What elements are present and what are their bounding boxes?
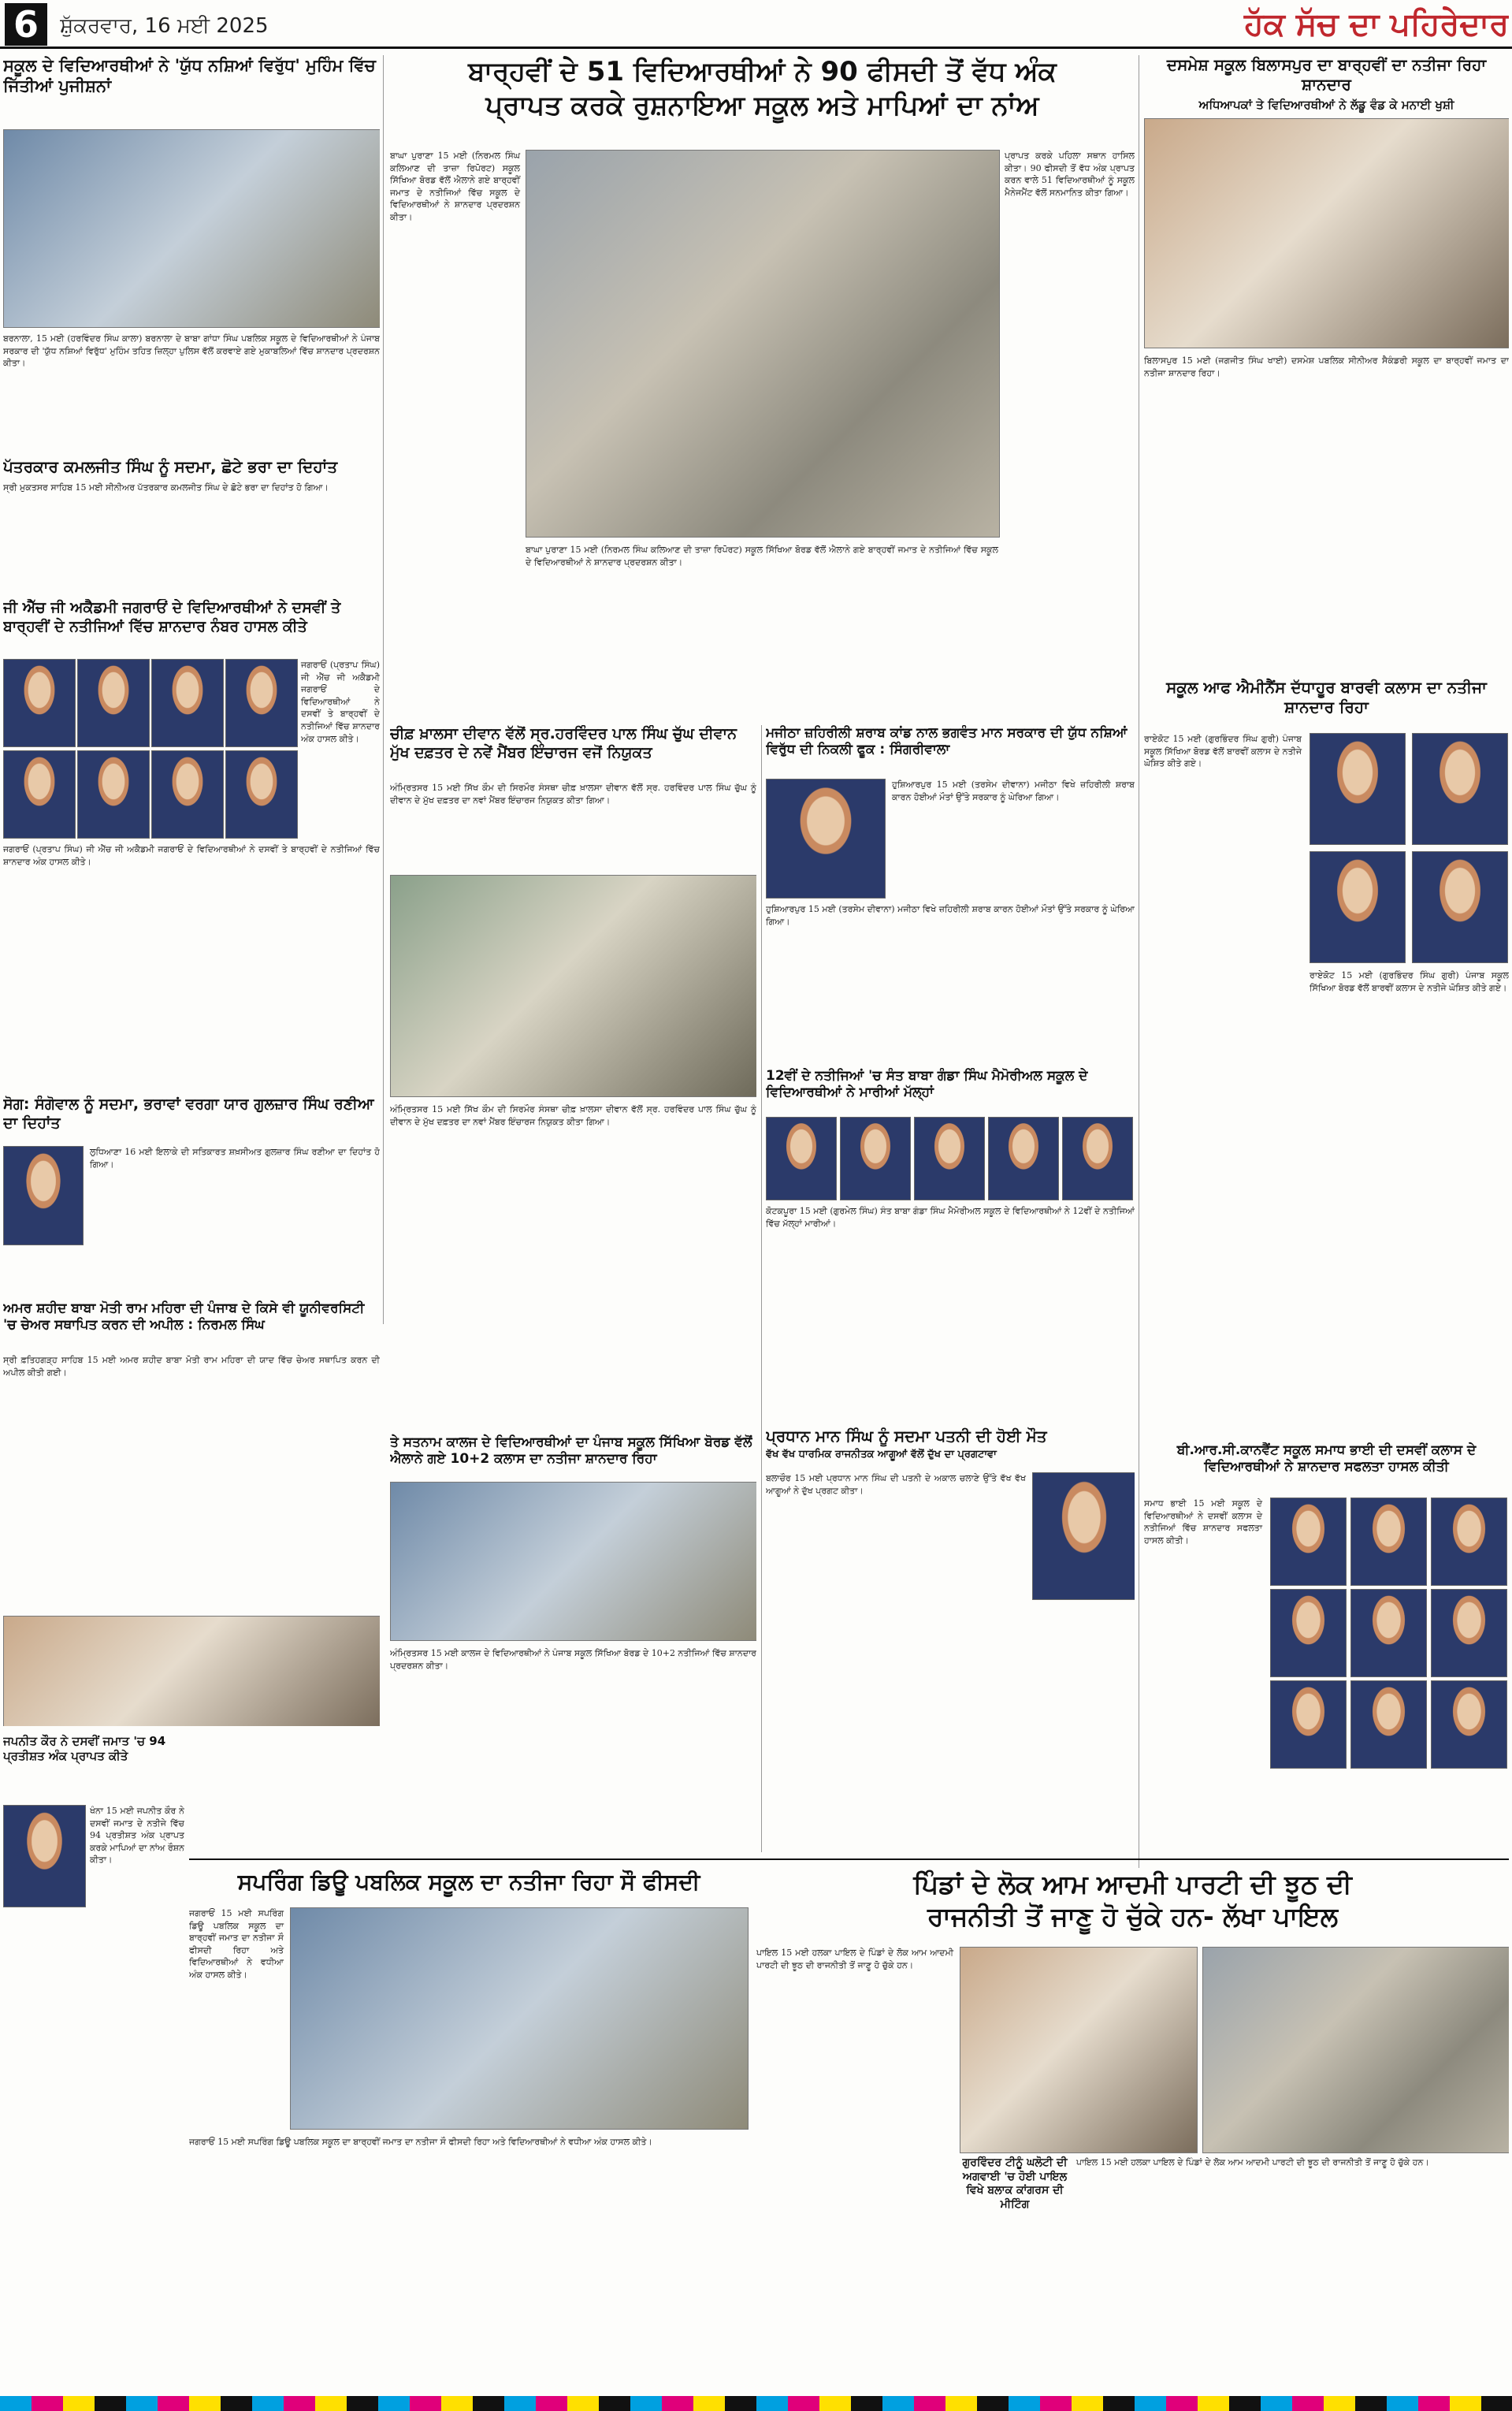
body-text: ਜਗਰਾਓਂ 15 ਮਈ ਸਪਰਿੰਗ ਡਿਊ ਪਬਲਿਕ ਸਕੂਲ ਦਾ ਬਾਰ੍ਹਵੀਂ ਜਮਾਤ ਦਾ ਨਤੀਜਾ ਸੌ ਫੀਸਦੀ ਰਿਹਾ ਅਤੇ ਵਿਦਿਆਰਥੀਆਂ ਨੇ ਵਧੀਆ ਅੰਕ ਹਾਸਲ ਕੀਤੇ। xyxy=(189,1908,284,1981)
article-dasmesh xyxy=(1144,55,1509,670)
student-photo xyxy=(151,659,224,747)
article-eminence xyxy=(1144,678,1509,1434)
headline: ਅਮਰ ਸ਼ਹੀਦ ਬਾਬਾ ਮੋਤੀ ਰਾਮ ਮਹਿਰਾ ਦੀ ਪੰਜਾਬ ਦੇ ਕਿਸੇ ਵੀ ਯੂਨੀਵਰਸਿਟੀ 'ਚ ਚੇਅਰ ਸਥਾਪਿਤ ਕਰਨ ਦੀ ਅਪੀਲ : ਨਿਰਮਲ ਸਿੰਘ xyxy=(3,1300,365,1334)
dateline: ਸ਼ੁੱਕਰਵਾਰ, 16 ਮਈ 2025 xyxy=(60,14,269,38)
body-text: ਖੰਨਾ 15 ਮਈ ਜਪਨੀਤ ਕੌਰ ਨੇ ਦਸਵੀਂ ਜਮਾਤ ਦੇ ਨਤੀਜੇ ਵਿੱਚ 94 ਪ੍ਰਤੀਸ਼ਤ ਅੰਕ ਪ੍ਰਾਪਤ ਕਰਕੇ ਮਾਪਿਆਂ ਦਾ ਨਾਂਅ ਰੌਸ਼ਨ ਕੀਤਾ। xyxy=(90,1806,184,1866)
body-text-side: ਜਗਰਾਓਂ (ਪ੍ਰਤਾਪ ਸਿੰਘ) ਜੀ ਐੱਚ ਜੀ ਅਕੈਡਮੀ ਜਗਰਾਓਂ ਦੇ ਵਿਦਿਆਰਥੀਆਂ ਨੇ ਦਸਵੀਂ ਤੇ ਬਾਰ੍ਹਵੀਂ ਦੇ ਨਤੀਜਿਆਂ ਵਿੱਚ ਸ਼ਾਨਦਾਰ ਅੰਕ ਹਾਸਲ ਕੀਤੇ। xyxy=(301,660,380,744)
student-photo xyxy=(1270,1589,1347,1677)
body-text: ਬਿਲਾਸਪੁਰ 15 ਮਈ (ਜਗਜੀਤ ਸਿੰਘ ਖਾਈ) ਦਸਮੇਸ਼ ਪਬਲਿਕ ਸੀਨੀਅਰ ਸੈਕੰਡਰੀ ਸਕੂਲ ਦਾ ਬਾਰ੍ਹਵੀਂ ਜਮਾਤ ਦਾ ਨਤੀਜਾ ਸ਼ਾਨਦਾਰ ਰਿਹਾ। xyxy=(1144,355,1509,378)
student-photo xyxy=(1412,851,1508,963)
portrait-photo xyxy=(766,779,886,899)
photo-college-students xyxy=(390,1482,756,1641)
headline: 12ਵੀਂ ਦੇ ਨਤੀਜਿਆਂ 'ਚ ਸੰਤ ਬਾਬਾ ਗੰਡਾ ਸਿੰਘ ਮੈਮੋਰੀਅਲ ਸਕੂਲ ਦੇ ਵਿਦਿਆਰਥੀਆਂ ਨੇ ਮਾਰੀਆਂ ਮੱਲ੍ਹਾਂ xyxy=(766,1068,1088,1101)
headline-line1: ਬਾਰ੍ਹਵੀਂ ਦੇ 51 ਵਿਦਿਆਰਥੀਆਂ ਨੇ 90 ਫੀਸਦੀ ਤੋਂ ਵੱਧ ਅੰਕ xyxy=(468,56,1057,87)
photo-meeting xyxy=(960,1947,1198,2153)
body-text: ਪਾਇਲ 15 ਮਈ ਹਲਕਾ ਪਾਇਲ ਦੇ ਪਿੰਡਾਂ ਦੇ ਲੋਕ ਆਮ ਆਦਮੀ ਪਾਰਟੀ ਦੀ ਝੂਠ ਦੀ ਰਾਜਨੀਤੀ ਤੋਂ ਜਾਣੂ ਹੋ ਚੁੱਕੇ ਹਨ। xyxy=(756,1948,953,1970)
article-bmps xyxy=(1144,1442,1509,1868)
column-rule xyxy=(761,725,762,1852)
article-spring-dew xyxy=(189,1868,749,2388)
body-text-continued: ਜਗਰਾਓਂ 15 ਮਈ ਸਪਰਿੰਗ ਡਿਊ ਪਬਲਿਕ ਸਕੂਲ ਦਾ ਬਾਰ੍ਹਵੀਂ ਜਮਾਤ ਦਾ ਨਤੀਜਾ ਸੌ ਫੀਸਦੀ ਰਿਹਾ ਅਤੇ ਵਿਦਿਆਰਥੀਆਂ ਨੇ ਵਧੀਆ ਅੰਕ ਹਾਸਲ ਕੀਤੇ। xyxy=(189,2137,652,2147)
subhead: ਅਧਿਆਪਕਾਂ ਤੇ ਵਿਦਿਆਰਥੀਆਂ ਨੇ ਲੱਡੂ ਵੰਡ ਕੇ ਮਨਾਈ ਖੁਸ਼ੀ xyxy=(1198,98,1454,112)
headline: ਸੋਗ: ਸੰਗੋਵਾਲ ਨੂੰ ਸਦਮਾ, ਭਰਾਵਾਂ ਵਰਗਾ ਯਾਰ ਗੁਲਜ਼ਾਰ ਸਿੰਘ ਰਣੀਆ ਦਾ ਦਿਹਾਂਤ xyxy=(3,1096,374,1132)
photo-meeting-group xyxy=(1202,1947,1509,2153)
body-text: ਕੋਟਕਪੂਰਾ 15 ਮਈ (ਗੁਰਮੇਲ ਸਿੰਘ) ਸੰਤ ਬਾਬਾ ਗੰਡਾ ਸਿੰਘ ਮੈਮੋਰੀਅਲ ਸਕੂਲ ਦੇ ਵਿਦਿਆਰਥੀਆਂ ਨੇ 12ਵੀਂ ਦੇ ਨਤੀਜਿਆਂ ਵਿੱਚ ਮੱਲ੍ਹਾਂ ਮਾਰੀਆਂ। xyxy=(766,1206,1135,1229)
portrait-japneet xyxy=(3,1805,86,1907)
student-photo xyxy=(1310,851,1406,963)
body-text-continued: ਰਾਏਕੋਟ 15 ਮਈ (ਗੁਰਭਿੰਦਰ ਸਿੰਘ ਗੁਰੀ) ਪੰਜਾਬ ਸਕੂਲ ਸਿੱਖਿਆ ਬੋਰਡ ਵੱਲੋਂ ਬਾਰਵੀਂ ਕਲਾਸ ਦੇ ਨਤੀਜੇ ਘੋਸ਼ਿਤ ਕੀਤੇ ਗਏ। xyxy=(1310,970,1509,993)
headline-line2: ਰਾਜਨੀਤੀ ਤੋਂ ਜਾਣੂ ਹੋ ਚੁੱਕੇ ਹਨ- ਲੱਖਾ ਪਾਇਲ xyxy=(927,1901,1339,1933)
article-chief-khalsa xyxy=(390,725,756,1852)
student-photo xyxy=(3,659,76,747)
headline: ਬੀ.ਆਰ.ਸੀ.ਕਾਨਵੈਂਟ ਸਕੂਲ ਸਮਾਧ ਭਾਈ ਦੀ ਦਸਵੀਂ ਕਲਾਸ ਦੇ ਵਿਦਿਆਰਥੀਆਂ ਨੇ ਸ਼ਾਨਦਾਰ ਸਫਲਤਾ ਹਾਸਲ ਕੀਤੀ xyxy=(1176,1442,1477,1475)
student-photo xyxy=(225,750,298,839)
headline-line2: ਪ੍ਰਾਪਤ ਕਰਕੇ ਰੁਸ਼ਨਾਇਆ ਸਕੂਲ ਅਤੇ ਮਾਪਿਆਂ ਦਾ ਨਾਂਅ xyxy=(485,89,1039,121)
color-registration-bar xyxy=(0,2396,1512,2411)
student-photo xyxy=(1310,733,1406,845)
student-photo xyxy=(1062,1117,1133,1200)
headline: ਪ੍ਰਧਾਨ ਮਾਨ ਸਿੰਘ ਨੂੰ ਸਦਮਾ ਪਤਨੀ ਦੀ ਹੋਈ ਮੌਤ xyxy=(766,1427,1047,1445)
student-photo xyxy=(1350,1589,1427,1677)
body-text-bottom: ਬਾਘਾ ਪੁਰਾਣਾ 15 ਮਈ (ਨਿਰਮਲ ਸਿੰਘ ਕਲਿਆਣ ਦੀ ਤਾਜ਼ਾ ਰਿਪੋਰਟ) ਸਕੂਲ ਸਿੱਖਿਆ ਬੋਰਡ ਵੱਲੋਂ ਐਲਾਨੇ ਗਏ ਬਾਰ੍ਹਵੀਂ ਜਮਾਤ ਦੇ ਨਤੀਜਿਆਂ ਵਿੱਚ ਸਕੂਲ ਦੇ ਵਿਦਿਆਰਥੀਆਂ ਨੇ ਸ਼ਾਨਦਾਰ ਪ੍ਰਦਰਸ਼ਨ ਕੀਤਾ। xyxy=(526,545,998,567)
body-text: ਸ੍ਰੀ ਫ਼ਤਿਹਗੜ੍ਹ ਸਾਹਿਬ 15 ਮਈ ਅਮਰ ਸ਼ਹੀਦ ਬਾਬਾ ਮੋਤੀ ਰਾਮ ਮਹਿਰਾ ਦੀ ਯਾਦ ਵਿੱਚ ਚੇਅਰ ਸਥਾਪਿਤ ਕਰਨ ਦੀ ਅਪੀਲ ਕੀਤੀ ਗਈ। xyxy=(3,1355,380,1378)
student-photo xyxy=(1270,1498,1347,1586)
student-photo xyxy=(840,1117,911,1200)
headline: ਜਪਨੀਤ ਕੌਰ ਨੇ ਦਸਵੀਂ ਜਮਾਤ 'ਚ 94 ਪ੍ਰਤੀਸ਼ਤ ਅੰਕ ਪ੍ਰਾਪਤ ਕੀਤੇ xyxy=(3,1734,166,1763)
student-photo xyxy=(225,659,298,747)
divider xyxy=(189,1858,1509,1860)
headline: ਸਕੂਲ ਆਫ ਐਮੀਨੈਂਸ ਦੱਧਾਹੂਰ ਬਾਰਵੀ ਕਲਾਸ ਦਾ ਨਤੀਜਾ ਸ਼ਾਨਦਾਰ ਰਿਹਾ xyxy=(1166,678,1487,716)
body-text: ਰਾਏਕੋਟ 15 ਮਈ (ਗੁਰਭਿੰਦਰ ਸਿੰਘ ਗੁਰੀ) ਪੰਜਾਬ ਸਕੂਲ ਸਿੱਖਿਆ ਬੋਰਡ ਵੱਲੋਂ ਬਾਰਵੀਂ ਕਲਾਸ ਦੇ ਨਤੀਜੇ ਘੋਸ਼ਿਤ ਕੀਤੇ ਗਏ। xyxy=(1144,734,1302,769)
body-text-left: ਬਾਘਾ ਪੁਰਾਣਾ 15 ਮਈ (ਨਿਰਮਲ ਸਿੰਘ ਕਲਿਆਣ ਦੀ ਤਾਜ਼ਾ ਰਿਪੋਰਟ) ਸਕੂਲ ਸਿੱਖਿਆ ਬੋਰਡ ਵੱਲੋਂ ਐਲਾਨੇ ਗਏ ਬਾਰ੍ਹਵੀਂ ਜਮਾਤ ਦੇ ਨਤੀਜਿਆਂ ਵਿੱਚ ਸਕੂਲ ਦੇ ਵਿਦਿਆਰਥੀਆਂ ਨੇ ਸ਼ਾਨਦਾਰ ਪ੍ਰਦਰਸ਼ਨ ਕੀਤਾ। xyxy=(390,151,520,223)
student-photo xyxy=(988,1117,1059,1200)
headline: ਸਪਰਿੰਗ ਡਿਊ ਪਬਲਿਕ ਸਕੂਲ ਦਾ ਨਤੀਜਾ ਰਿਹਾ ਸੌ ਫੀਸਦੀ xyxy=(237,1869,700,1895)
body-text: ਬਲਾਚੌਰ 15 ਮਈ ਪ੍ਰਧਾਨ ਮਾਨ ਸਿੰਘ ਦੀ ਪਤਨੀ ਦੇ ਅਕਾਲ ਚਲਾਣੇ ਉੱਤੇ ਵੱਖ ਵੱਖ ਆਗੂਆਂ ਨੇ ਦੁੱਖ ਪ੍ਰਗਟ ਕੀਤਾ। xyxy=(766,1473,1026,1496)
student-photo xyxy=(1350,1498,1427,1586)
photo-celebration xyxy=(1144,118,1509,348)
body-text: ਜਗਰਾਓਂ (ਪ੍ਰਤਾਪ ਸਿੰਘ) ਜੀ ਐੱਚ ਜੀ ਅਕੈਡਮੀ ਜਗਰਾਓਂ ਦੇ ਵਿਦਿਆਰਥੀਆਂ ਨੇ ਦਸਵੀਂ ਤੇ ਬਾਰ੍ਹਵੀਂ ਦੇ ਨਤੀਜਿਆਂ ਵਿੱਚ ਸ਼ਾਨਦਾਰ ਅੰਕ ਹਾਸਲ ਕੀਤੇ। xyxy=(3,844,380,867)
body-text-satnam: ਅੰਮ੍ਰਿਤਸਰ 15 ਮਈ ਕਾਲਜ ਦੇ ਵਿਦਿਆਰਥੀਆਂ ਨੇ ਪੰਜਾਬ ਸਕੂਲ ਸਿੱਖਿਆ ਬੋਰਡ ਦੇ 10+2 ਨਤੀਜਿਆਂ ਵਿੱਚ ਸ਼ਾਨਦਾਰ ਪ੍ਰਦਰਸ਼ਨ ਕੀਤਾ। xyxy=(390,1648,756,1671)
page-number: 6 xyxy=(5,3,47,46)
article-kamaljit xyxy=(3,457,380,595)
body-text-continued: ਅੰਮ੍ਰਿਤਸਰ 15 ਮਈ ਸਿੱਖ ਕੌਮ ਦੀ ਸਿਰਮੌਰ ਸੰਸਥਾ ਚੀਫ਼ ਖ਼ਾਲਸਾ ਦੀਵਾਨ ਵੱਲੋਂ ਸ੍ਰ. ਹਰਵਿੰਦਰ ਪਾਲ ਸਿੰਘ ਚੁੱਘ ਨੂੰ ਦੀਵਾਨ ਦੇ ਮੁੱਖ ਦਫ਼ਤਰ ਦਾ ਨਵਾਂ ਮੈਂਬਰ ਇੰਚਾਰਜ ਨਿਯੁਕਤ ਕੀਤਾ ਗਿਆ। xyxy=(390,1104,756,1127)
headline: ਪੱਤਰਕਾਰ ਕਮਲਜੀਤ ਸਿੰਘ ਨੂੰ ਸਦਮਾ, ਛੋਟੇ ਭਰਾ ਦਾ ਦਿਹਾਂਤ xyxy=(3,457,338,476)
headline: ਸਕੂਲ ਦੇ ਵਿਦਿਆਰਥੀਆਂ ਨੇ 'ਯੁੱਧ ਨਸ਼ਿਆਂ ਵਿਰੁੱਧ' ਮੁਹਿੰਮ ਵਿੱਚ ਜਿੱਤੀਆਂ ਪੁਜੀਸ਼ਨਾਂ xyxy=(3,56,376,96)
student-photo xyxy=(151,750,224,839)
student-photo xyxy=(1270,1680,1347,1769)
student-photo xyxy=(1412,733,1508,845)
body-text: ਲੁਧਿਆਣਾ 16 ਮਈ ਇਲਾਕੇ ਦੀ ਸਤਿਕਾਰਤ ਸ਼ਖ਼ਸੀਅਤ ਗੁਲਜ਼ਾਰ ਸਿੰਘ ਰਣੀਆ ਦਾ ਦਿਹਾਂਤ ਹੋ ਗਿਆ। xyxy=(90,1147,380,1170)
body-text-continued: ਹੁਸ਼ਿਆਰਪੁਰ 15 ਮਈ (ਤਰਸੇਮ ਦੀਵਾਨਾ) ਮਜੀਠਾ ਵਿਖੇ ਜ਼ਹਿਰੀਲੀ ਸ਼ਰਾਬ ਕਾਰਨ ਹੋਈਆਂ ਮੌਤਾਂ ਉੱਤੇ ਸਰਕਾਰ ਨੂੰ ਘੇਰਿਆ ਗਿਆ। xyxy=(766,904,1135,927)
photo-caption: ਗੁਰਵਿੰਦਰ ਟੀਨੂੰ ਘਲੋਟੀ ਦੀ ਅਗਵਾਈ 'ਚ ਹੋਈ ਪਾਇਲ ਵਿਖੇ ਬਲਾਕ ਕਾਂਗਰਸ ਦੀ ਮੀਟਿੰਗ xyxy=(962,2156,1068,2211)
body-text: ਅੰਮ੍ਰਿਤਸਰ 15 ਮਈ ਸਿੱਖ ਕੌਮ ਦੀ ਸਿਰਮੌਰ ਸੰਸਥਾ ਚੀਫ਼ ਖ਼ਾਲਸਾ ਦੀਵਾਨ ਵੱਲੋਂ ਸ੍ਰ. ਹਰਵਿੰਦਰ ਪਾਲ ਸਿੰਘ ਚੁੱਘ ਨੂੰ ਦੀਵਾਨ ਦੇ ਮੁੱਖ ਦਫ਼ਤਰ ਦਾ ਨਵਾਂ ਮੈਂਬਰ ਇੰਚਾਰਜ ਨਿਯੁਕਤ ਕੀਤਾ ਗਿਆ। xyxy=(390,783,756,806)
article-gulzar xyxy=(3,1096,380,1293)
article-majitha xyxy=(766,725,1135,1064)
student-photo xyxy=(1350,1680,1427,1769)
subhead: ਵੱਖ ਵੱਖ ਧਾਰਮਿਕ ਰਾਜਨੀਤਕ ਆਗੂਆਂ ਵੱਲੋਂ ਦੁੱਖ ਦਾ ਪ੍ਰਗਟਾਵਾ xyxy=(766,1449,997,1460)
body-text: ਹੁਸ਼ਿਆਰਪੁਰ 15 ਮਈ (ਤਰਸੇਮ ਦੀਵਾਨਾ) ਮਜੀਠਾ ਵਿਖੇ ਜ਼ਹਿਰੀਲੀ ਸ਼ਰਾਬ ਕਾਰਨ ਹੋਈਆਂ ਮੌਤਾਂ ਉੱਤੇ ਸਰਕਾਰ ਨੂੰ ਘੇਰਿਆ ਗਿਆ। xyxy=(892,779,1135,802)
photo-ceremony xyxy=(390,875,756,1097)
body-text: ਸ੍ਰੀ ਮੁਕਤਸਰ ਸਾਹਿਬ 15 ਮਈ ਸੀਨੀਅਰ ਪੱਤਰਕਾਰ ਕਮਲਜੀਤ ਸਿੰਘ ਦੇ ਛੋਟੇ ਭਰਾ ਦਾ ਦਿਹਾਂਤ ਹੋ ਗਿਆ। xyxy=(3,482,329,493)
headline: ਚੀਫ਼ ਖ਼ਾਲਸਾ ਦੀਵਾਨ ਵੱਲੋਂ ਸ੍ਰ.ਹਰਵਿੰਦਰ ਪਾਲ ਸਿੰਘ ਚੁੱਘ ਦੀਵਾਨ ਮੁੱਖ ਦਫ਼ਤਰ ਦੇ ਨਵੇਂ ਮੈਂਬਰ ਇੰਚਾਰਜ ਵਜੋਂ ਨਿਯੁਕਤ xyxy=(390,725,737,761)
student-photo xyxy=(1431,1680,1507,1769)
headline: ਦਸਮੇਸ਼ ਸਕੂਲ ਬਿਲਾਸਪੁਰ ਦਾ ਬਾਰ੍ਹਵੀਂ ਦਾ ਨਤੀਜਾ ਰਿਹਾ ਸ਼ਾਨਦਾਰ xyxy=(1166,55,1487,94)
body-text: ਬਰਨਾਲਾ, 15 ਮਈ (ਹਰਵਿੰਦਰ ਸਿੰਘ ਕਾਲਾ) ਬਰਨਾਲਾ ਦੇ ਬਾਬਾ ਗਾਂਧਾ ਸਿੰਘ ਪਬਲਿਕ ਸਕੂਲ ਦੇ ਵਿਦਿਆਰਥੀਆਂ ਨੇ ਪੰਜਾਬ ਸਰਕਾਰ ਦੀ 'ਯੁੱਧ ਨਸ਼ਿਆਂ ਵਿਰੁੱਧ' ਮੁਹਿੰਮ ਤਹਿਤ ਜ਼ਿਲ੍ਹਾ ਪੁਲਿਸ ਵੱਲੋਂ ਕਰਵਾਏ ਗਏ ਮੁਕਾਬਲਿਆਂ ਵਿੱਚ ਸ਼ਾਨਦਾਰ ਪ੍ਰਦਰਸ਼ਨ ਕੀਤਾ। xyxy=(3,333,380,369)
body-text-right: ਪ੍ਰਾਪਤ ਕਰਕੇ ਪਹਿਲਾ ਸਥਾਨ ਹਾਸਿਲ ਕੀਤਾ। 90 ਫੀਸਦੀ ਤੋਂ ਵੱਧ ਅੰਕ ਪ੍ਰਾਪਤ ਕਰਨ ਵਾਲੇ 51 ਵਿਦਿਆਰਥੀਆਂ ਨੂੰ ਸਕੂਲ ਮੈਨੇਜਮੈਂਟ ਵੱਲੋਂ ਸਨਮਾਨਿਤ ਕੀਤਾ ਗਿਆ। xyxy=(1005,151,1135,198)
body-text-continued: ਪਾਇਲ 15 ਮਈ ਹਲਕਾ ਪਾਇਲ ਦੇ ਪਿੰਡਾਂ ਦੇ ਲੋਕ ਆਮ ਆਦਮੀ ਪਾਰਟੀ ਦੀ ਝੂਠ ਦੀ ਰਾਜਨੀਤੀ ਤੋਂ ਜਾਣੂ ਹੋ ਚੁੱਕੇ ਹਨ। xyxy=(1076,2157,1429,2167)
student-photo xyxy=(1431,1498,1507,1586)
paper-name: ਹੱਕ ਸੱਚ ਦਾ ਪਹਿਰੇਦਾਰ xyxy=(1244,6,1509,43)
student-photo xyxy=(766,1117,837,1200)
student-photo xyxy=(77,659,150,747)
portrait-photo xyxy=(1032,1472,1135,1600)
headline: ਮਜੀਠਾ ਜ਼ਹਿਰੀਲੀ ਸ਼ਰਾਬ ਕਾਂਡ ਨਾਲ ਭਗਵੰਤ ਮਾਨ ਸਰਕਾਰ ਦੀ ਯੁੱਧ ਨਸ਼ਿਆਂ ਵਿਰੁੱਧ ਦੀ ਨਿਕਲੀ ਫੂਕ : ਸਿੰਗਰੀਵਾਲਾ xyxy=(766,725,1127,758)
headline: ਜੀ ਐੱਚ ਜੀ ਅਕੈਡਮੀ ਜਗਰਾਓਂ ਦੇ ਵਿਦਿਆਰਥੀਆਂ ਨੇ ਦਸਵੀਂ ਤੇ ਬਾਰ੍ਹਵੀਂ ਦੇ ਨਤੀਜਿਆਂ ਵਿੱਚ ਸ਼ਾਨਦਾਰ ਨੰਬਰ ਹਾਸਲ ਕੀਤੇ xyxy=(3,599,341,635)
portrait-photo xyxy=(3,1146,84,1245)
article-lakha xyxy=(756,1868,1509,2388)
article-baba-gandha xyxy=(766,1068,1135,1423)
article-lead xyxy=(390,55,1135,717)
body-text: ਸਮਾਧ ਭਾਈ 15 ਮਈ ਸਕੂਲ ਦੇ ਵਿਦਿਆਰਥੀਆਂ ਨੇ ਦਸਵੀਂ ਕਲਾਸ ਦੇ ਨਤੀਜਿਆਂ ਵਿੱਚ ਸ਼ਾਨਦਾਰ ਸਫਲਤਾ ਹਾਸਲ ਕੀਤੀ। xyxy=(1144,1498,1262,1546)
photo-students-group xyxy=(526,150,1000,538)
headline-satnam: ਤੇ ਸਤਨਾਮ ਕਾਲਜ ਦੇ ਵਿਦਿਆਰਥੀਆਂ ਦਾ ਪੰਜਾਬ ਸਕੂਲ ਸਿੱਖਿਆ ਬੋਰਡ ਵੱਲੋਂ ਐਲਾਨੇ ਗਏ 10+2 ਕਲਾਸ ਦਾ ਨਤੀਜਾ ਸ਼ਾਨਦਾਰ ਰਿਹਾ xyxy=(390,1434,752,1468)
article-university xyxy=(3,1300,380,1726)
column-rule xyxy=(383,55,384,1324)
student-photo xyxy=(77,750,150,839)
photo-students-police xyxy=(3,129,380,328)
article-drugs xyxy=(3,55,380,449)
student-photo xyxy=(3,750,76,839)
article-pradhan xyxy=(766,1427,1135,1852)
headline-line1: ਪਿੰਡਾਂ ਦੇ ਲੋਕ ਆਮ ਆਦਮੀ ਪਾਰਟੀ ਦੀ ਝੂਠ ਦੀ xyxy=(913,1869,1352,1899)
student-photo xyxy=(914,1117,985,1200)
student-photo xyxy=(1431,1589,1507,1677)
photo-gathering xyxy=(3,1616,380,1726)
article-gg-academy xyxy=(3,599,380,1088)
photo-school-students xyxy=(290,1907,749,2130)
